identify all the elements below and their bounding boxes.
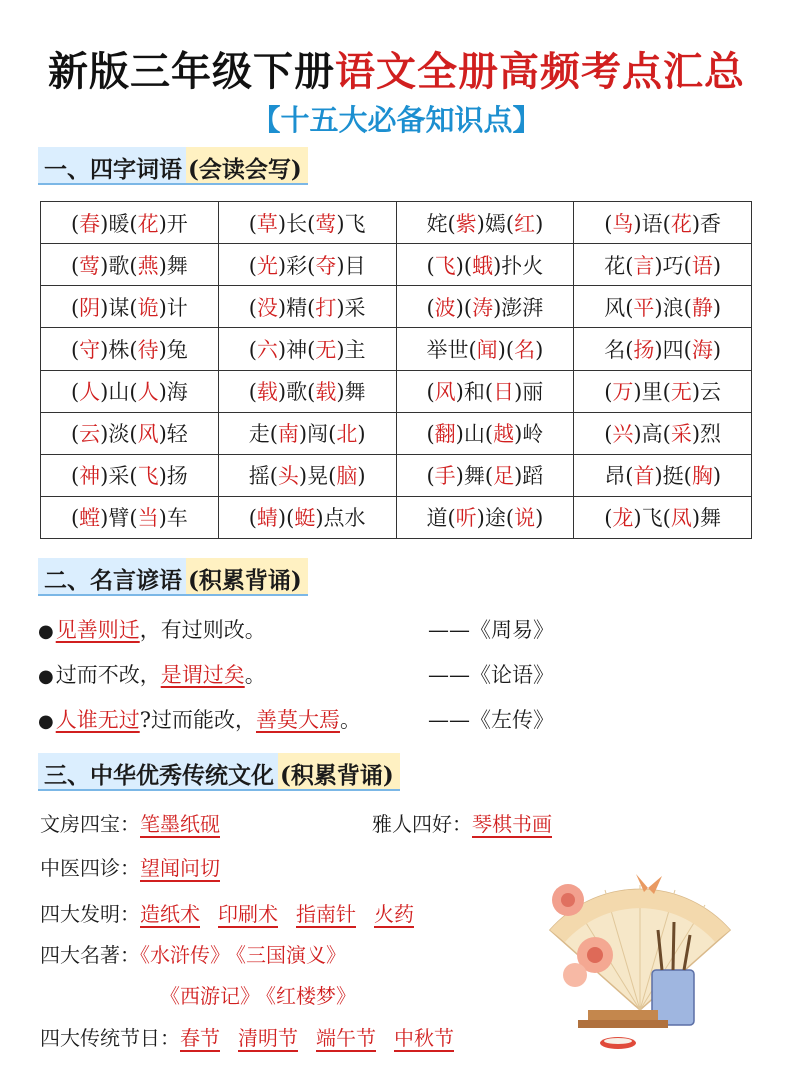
idiom-cell — [41, 328, 219, 370]
culture-value: 春节 — [180, 1026, 220, 1050]
idiom-row — [41, 454, 752, 496]
idiom-text: ) — [535, 211, 544, 236]
culture-value: 指南针 — [296, 902, 356, 926]
idiom-text: ( — [248, 295, 257, 320]
idiom-cell — [574, 370, 752, 412]
quote-2-source: ——《论语》 — [428, 663, 554, 687]
section-3-note: (积累背诵) — [278, 753, 400, 789]
idiom-answer-char: 听 — [455, 506, 477, 531]
idiom-text: ( — [426, 422, 435, 447]
idiom-cell — [41, 496, 219, 538]
idiom-cell — [41, 244, 219, 286]
idiom-answer-char: 北 — [336, 422, 358, 447]
idiom-answer-char: 阴 — [79, 295, 101, 320]
idiom-answer-char: 凤 — [670, 506, 692, 531]
quote-highlight: 见善则迁 — [55, 618, 140, 642]
culture-value: 琴棋书画 — [472, 812, 552, 836]
idiom-text: )点水 — [315, 506, 366, 531]
idiom-text: ) — [712, 337, 722, 362]
idiom-answer-char: 采 — [670, 422, 692, 447]
idiom-answer-char: 足 — [493, 464, 515, 489]
idiom-text: )( — [455, 295, 473, 320]
idiom-answer-char: 草 — [256, 211, 278, 236]
idiom-answer-char: 载 — [256, 380, 278, 405]
idiom-text: )采 — [336, 295, 366, 320]
idiom-text: )四( — [654, 337, 692, 362]
bullet: ● — [38, 666, 54, 687]
idiom-answer-char: 南 — [277, 422, 299, 447]
idiom-text: )闯( — [298, 422, 337, 447]
stand-icon — [578, 1010, 668, 1049]
idiom-answer-char: 言 — [633, 253, 655, 278]
idiom-cell — [218, 244, 396, 286]
idiom-answer-char: 打 — [315, 295, 337, 320]
idiom-answer-char: 待 — [137, 337, 159, 362]
quote-highlight: 善莫大焉 — [255, 708, 340, 732]
culture-label: 中医四诊： — [40, 856, 140, 880]
quote-text: ?过而能改， — [139, 708, 256, 732]
idiom-text: )香 — [691, 211, 722, 236]
idiom-text: )歌( — [100, 253, 138, 278]
quote-text: ，有过则改。 — [139, 618, 266, 642]
idiom-answer-char: 兴 — [612, 422, 634, 447]
idiom-text: )高( — [633, 422, 671, 447]
idiom-text: 走( — [248, 422, 278, 447]
page-title — [0, 40, 793, 97]
idiom-text: ( — [70, 295, 80, 320]
idiom-text: 昂( — [604, 464, 634, 489]
idiom-cell — [41, 454, 219, 496]
idiom-text: )长( — [277, 211, 316, 236]
idiom-cell — [41, 202, 219, 244]
idiom-answer-char: 名 — [514, 337, 536, 362]
culture-label: 雅人四好： — [372, 812, 472, 836]
idiom-answer-char: 涛 — [472, 295, 494, 320]
culture-zhongyi — [40, 852, 238, 881]
idiom-answer-char: 鸟 — [612, 211, 634, 236]
idiom-text: ( — [70, 422, 80, 447]
bullet: ● — [38, 711, 54, 732]
idiom-text: ( — [604, 506, 613, 531]
idiom-text: )主 — [336, 337, 366, 362]
quote-1 — [38, 614, 266, 644]
idiom-row — [41, 412, 752, 454]
idiom-text: )山( — [455, 422, 494, 447]
idiom-row — [41, 496, 752, 538]
idiom-text: )海 — [158, 380, 188, 405]
idiom-text: )谋( — [100, 295, 138, 320]
idiom-answer-char: 万 — [612, 380, 634, 405]
idiom-text: ( — [70, 380, 80, 405]
culture-value: 造纸术 — [140, 902, 200, 926]
quote-3 — [38, 704, 361, 734]
idiom-row — [41, 328, 752, 370]
idiom-answer-char: 春 — [79, 211, 101, 236]
culture-value: 望闻问切 — [140, 856, 220, 880]
idiom-answer-char: 人 — [79, 380, 101, 405]
culture-value: 笔墨纸砚 — [140, 812, 220, 836]
idiom-text: ) — [357, 464, 366, 489]
idiom-answer-char: 莺 — [315, 211, 337, 236]
culture-value: 《三国演义》 — [236, 943, 346, 967]
culture-label: 四大传统节日： — [40, 1026, 180, 1050]
idiom-text: )株( — [100, 337, 138, 362]
idiom-answer-char: 飞 — [434, 253, 456, 278]
idiom-answer-char: 无 — [315, 337, 337, 362]
section-3-heading — [38, 753, 400, 791]
idiom-answer-char: 日 — [493, 380, 515, 405]
idiom-text: )开 — [158, 211, 188, 236]
idiom-row — [41, 202, 752, 244]
idiom-answer-char: 蛾 — [472, 253, 494, 278]
idiom-answer-char: 静 — [691, 295, 713, 320]
idiom-text: ) — [535, 337, 544, 362]
section-2-note: (积累背诵) — [186, 558, 308, 594]
idiom-text: )扬 — [158, 464, 188, 489]
section-1-heading — [38, 147, 308, 185]
idiom-answer-char: 海 — [691, 337, 713, 362]
idiom-cell — [41, 412, 219, 454]
idiom-answer-char: 载 — [315, 380, 337, 405]
quote-text: 。 — [244, 663, 266, 687]
idiom-row — [41, 244, 752, 286]
idiom-answer-char: 红 — [514, 211, 536, 236]
title-part-1: 新版三年级下册 — [48, 48, 335, 95]
idiom-text: ( — [604, 422, 613, 447]
section-2-heading — [38, 558, 308, 596]
idiom-text: ) — [712, 253, 722, 278]
idiom-text: )目 — [336, 253, 366, 278]
culture-wenfang — [40, 808, 238, 837]
idiom-cell — [396, 328, 574, 370]
idiom-text: )( — [455, 253, 473, 278]
bullet: ● — [38, 621, 54, 642]
idiom-text: )采( — [100, 464, 138, 489]
idiom-cell — [574, 328, 752, 370]
idiom-cell — [396, 286, 574, 328]
quote-3-source: ——《左传》 — [428, 708, 554, 732]
idiom-text: )( — [497, 337, 515, 362]
idiom-text: 姹( — [426, 211, 456, 236]
idiom-answer-char: 没 — [256, 295, 278, 320]
idiom-text: ) — [535, 506, 544, 531]
idiom-text: )浪( — [654, 295, 692, 320]
culture-yaren — [372, 808, 570, 837]
idiom-answer-char: 翻 — [434, 422, 456, 447]
idiom-answer-char: 胸 — [691, 464, 713, 489]
idiom-answer-char: 诡 — [137, 295, 159, 320]
idiom-answer-char: 手 — [434, 464, 456, 489]
idiom-cell — [396, 412, 574, 454]
idiom-cell — [396, 202, 574, 244]
idiom-text: )山( — [100, 380, 138, 405]
idiom-answer-char: 当 — [137, 506, 159, 531]
idiom-answer-char: 神 — [79, 464, 101, 489]
title-part-2: 语文全册高频考点汇总 — [335, 48, 745, 95]
idiom-text: )轻 — [158, 422, 188, 447]
idiom-text: ) — [712, 464, 722, 489]
idiom-answer-char: 螳 — [79, 506, 101, 531]
idiom-text: )( — [277, 506, 295, 531]
idiom-answer-char: 人 — [137, 380, 159, 405]
idiom-answer-char: 越 — [493, 422, 515, 447]
idiom-text: ) — [357, 422, 366, 447]
idiom-text: )兔 — [158, 337, 188, 362]
idiom-text: ) — [712, 295, 722, 320]
idiom-text: )淡( — [100, 422, 138, 447]
quote-text: 过而不改， — [55, 663, 161, 687]
quote-highlight: 是谓过矣 — [160, 663, 245, 687]
idiom-text: )和( — [455, 380, 494, 405]
idiom-text: )歌( — [277, 380, 316, 405]
idiom-text: )扑火 — [493, 253, 544, 278]
idiom-cell — [218, 328, 396, 370]
idiom-text: )彩( — [277, 253, 316, 278]
idiom-cell — [218, 412, 396, 454]
culture-value: 《红楼梦》 — [266, 984, 356, 1008]
idiom-text: ( — [248, 211, 257, 236]
culture-value: 《水浒传》 — [140, 943, 230, 967]
idiom-text: ( — [248, 380, 257, 405]
idiom-text: )飞( — [633, 506, 671, 531]
idiom-answer-char: 莺 — [79, 253, 101, 278]
folding-fan-with-brushes-illustration — [540, 860, 740, 1055]
idiom-cell — [218, 370, 396, 412]
idiom-answer-char: 燕 — [137, 253, 159, 278]
idiom-answer-char: 六 — [256, 337, 278, 362]
idiom-cell — [218, 496, 396, 538]
culture-value: 清明节 — [238, 1026, 298, 1050]
idiom-text: )澎湃 — [493, 295, 544, 320]
culture-mingzhu-2 — [160, 980, 374, 1009]
idiom-text: ( — [248, 506, 257, 531]
idiom-answer-char: 风 — [137, 422, 159, 447]
idiom-row — [41, 286, 752, 328]
idiom-text: )舞 — [158, 253, 188, 278]
idiom-text: )飞 — [336, 211, 366, 236]
idiom-cell — [218, 454, 396, 496]
idiom-answer-char: 无 — [670, 380, 692, 405]
idiom-answer-char: 飞 — [137, 464, 159, 489]
idiom-text: 名( — [604, 337, 634, 362]
idiom-answer-char: 语 — [691, 253, 713, 278]
idiom-answer-char: 首 — [633, 464, 655, 489]
idiom-cell — [574, 412, 752, 454]
idiom-text: 风( — [604, 295, 634, 320]
culture-mingzhu-1 — [40, 939, 364, 968]
idiom-cell — [396, 496, 574, 538]
idiom-answer-char: 扬 — [633, 337, 655, 362]
idiom-text: )嫣( — [476, 211, 515, 236]
idiom-text: )蹈 — [514, 464, 544, 489]
idiom-text: ( — [426, 253, 435, 278]
culture-label: 文房四宝： — [40, 812, 140, 836]
idiom-answer-char: 波 — [434, 295, 456, 320]
idiom-text: ( — [70, 211, 80, 236]
idiom-text: )途( — [476, 506, 515, 531]
idiom-text: )舞 — [336, 380, 366, 405]
idiom-text: )车 — [158, 506, 188, 531]
idiom-answer-char: 蜓 — [294, 506, 316, 531]
culture-value: 端午节 — [316, 1026, 376, 1050]
idiom-cell — [396, 454, 574, 496]
idiom-answer-char: 说 — [514, 506, 536, 531]
idiom-cell — [574, 454, 752, 496]
idiom-text: ( — [248, 253, 257, 278]
idiom-cell — [218, 202, 396, 244]
idiom-text: )云 — [691, 380, 722, 405]
idiom-answer-char: 夺 — [315, 253, 337, 278]
idiom-answer-char: 光 — [256, 253, 278, 278]
idiom-text: )晃( — [298, 464, 337, 489]
idiom-answer-char: 龙 — [612, 506, 634, 531]
idiom-text: ( — [604, 211, 613, 236]
idiom-cell — [574, 496, 752, 538]
idiom-cell — [574, 286, 752, 328]
idiom-answer-char: 紫 — [455, 211, 477, 236]
idiom-text: ( — [426, 464, 435, 489]
idiom-text: )烈 — [691, 422, 722, 447]
culture-value: 《西游记》 — [160, 984, 260, 1008]
idiom-answer-char: 风 — [434, 380, 456, 405]
idiom-cell — [574, 244, 752, 286]
idiom-answer-char: 花 — [670, 211, 692, 236]
idiom-text: 道( — [426, 506, 456, 531]
idiom-cell — [396, 370, 574, 412]
idiom-text: 摇( — [248, 464, 278, 489]
idiom-answer-char: 守 — [79, 337, 101, 362]
idiom-text: )丽 — [514, 380, 544, 405]
idiom-text: ( — [70, 337, 80, 362]
quote-highlight: 人谁无过 — [55, 708, 140, 732]
idiom-text: 花( — [604, 253, 634, 278]
culture-jieri — [40, 1022, 472, 1051]
idiom-text: ( — [604, 380, 613, 405]
idiom-text: )神( — [277, 337, 316, 362]
idiom-answer-char: 平 — [633, 295, 655, 320]
idiom-cell — [41, 370, 219, 412]
idiom-text: ( — [70, 253, 80, 278]
culture-faming — [40, 898, 432, 927]
idiom-text: )舞( — [455, 464, 494, 489]
idiom-text: )计 — [158, 295, 188, 320]
idiom-row — [41, 370, 752, 412]
idiom-cell — [41, 286, 219, 328]
idiom-text: 举世( — [426, 337, 477, 362]
idiom-text: )里( — [633, 380, 671, 405]
idiom-answer-char: 头 — [277, 464, 299, 489]
section-1-title: 一、四字词语 — [38, 147, 186, 183]
idiom-text: )岭 — [514, 422, 544, 447]
idiom-answer-char: 花 — [137, 211, 159, 236]
idiom-text: ( — [426, 295, 435, 320]
page-subtitle: 【十五大必备知识点】 — [251, 103, 542, 137]
idiom-text: )挺( — [654, 464, 692, 489]
idiom-answer-char: 云 — [79, 422, 101, 447]
idiom-answer-char: 脑 — [336, 464, 358, 489]
section-1-note: (会读会写) — [186, 147, 308, 183]
idiom-cell — [574, 202, 752, 244]
idiom-text: )巧( — [654, 253, 692, 278]
idiom-cell — [396, 244, 574, 286]
culture-label: 四大发明： — [40, 902, 140, 926]
idiom-text: ( — [248, 337, 257, 362]
section-2-title: 二、名言谚语 — [38, 558, 186, 594]
culture-value: 印刷术 — [218, 902, 278, 926]
culture-label: 四大名著： — [40, 943, 140, 967]
idiom-answer-char: 蜻 — [256, 506, 278, 531]
section-3-title: 三、中华优秀传统文化 — [38, 753, 278, 789]
culture-value: 中秋节 — [394, 1026, 454, 1050]
idiom-text: )暖( — [100, 211, 138, 236]
culture-value: 火药 — [374, 902, 414, 926]
idiom-text: )语( — [633, 211, 671, 236]
quote-2 — [38, 659, 266, 689]
idiom-text: ( — [70, 506, 80, 531]
idiom-text: )臂( — [100, 506, 138, 531]
quote-1-source: ——《周易》 — [428, 618, 554, 642]
idiom-answer-char: 闻 — [476, 337, 498, 362]
idiom-table — [40, 201, 752, 539]
quote-text: 。 — [339, 708, 361, 732]
idiom-text: ( — [426, 380, 435, 405]
idiom-text: )精( — [277, 295, 316, 320]
idiom-cell — [218, 286, 396, 328]
idiom-text: )舞 — [691, 506, 722, 531]
idiom-text: ( — [70, 464, 80, 489]
